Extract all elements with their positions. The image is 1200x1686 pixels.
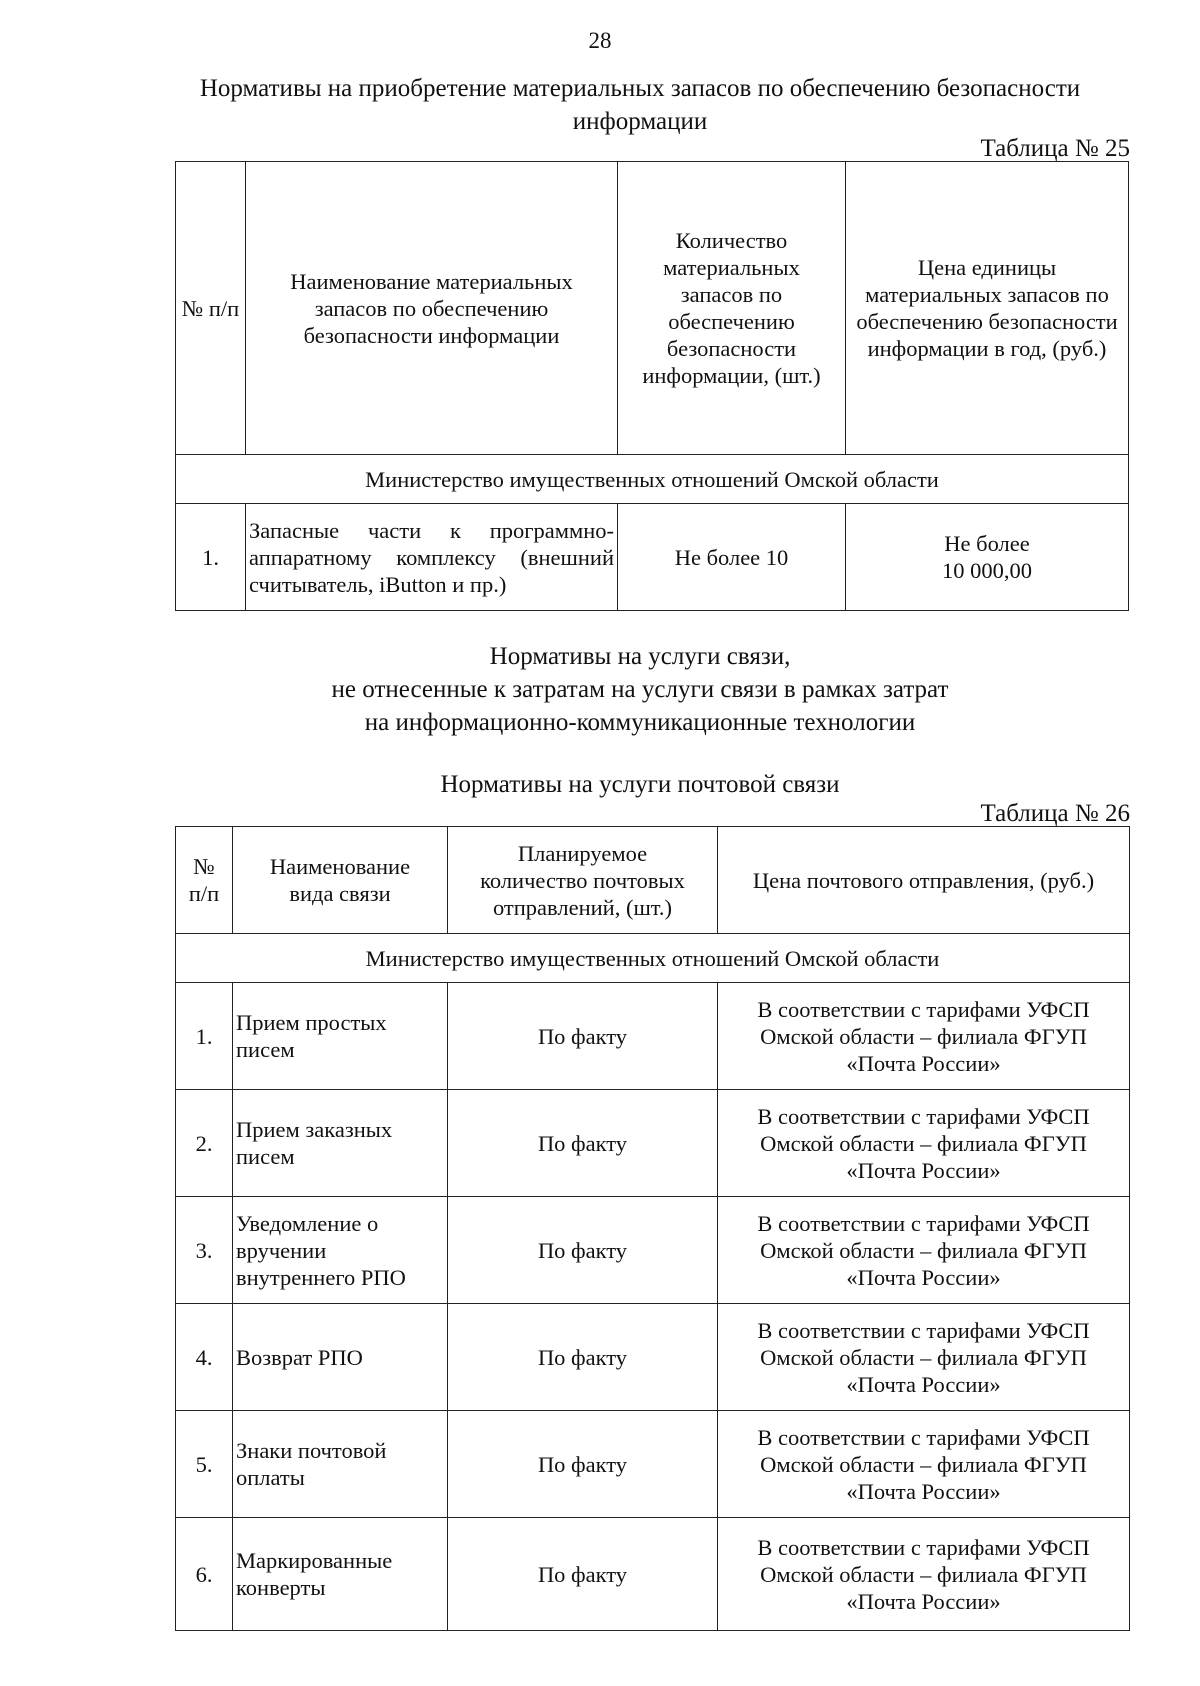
row-price-line2: Омской области – филиала ФГУП	[760, 1451, 1087, 1477]
header-num	[176, 827, 233, 934]
row-price-line3: «Почта России»	[846, 1478, 1001, 1504]
table-25	[175, 161, 1129, 611]
row-price-line1: В соответствии с тарифами УФСП	[757, 1317, 1090, 1343]
row-qty: По факту	[448, 983, 718, 1090]
section2-subtitle: Нормативы на услуги почтовой связи	[440, 771, 840, 798]
table-26-label: Таблица № 26	[980, 800, 1130, 827]
table-25-header-row	[176, 162, 1129, 455]
row-price-line2: Омской области – филиала ФГУП	[760, 1344, 1087, 1370]
row-qty: По факту	[448, 1411, 718, 1518]
row-num: 4.	[176, 1304, 233, 1411]
row-price-line1: Не более	[944, 531, 1030, 556]
row-type: Уведомление о вручении внутреннего РПО	[233, 1197, 448, 1304]
header-qty: Количество материальных запасов по обеспечению безопасности информации, (шт.)	[618, 162, 846, 455]
row-type: Знаки почтовой оплаты	[233, 1411, 448, 1518]
row-qty: Не более 10	[618, 504, 846, 611]
section1-title-line1: Нормативы на приобретение материальных запасов по обеспечению безопасности	[199, 75, 1081, 102]
header-num-line2: п/п	[188, 881, 220, 906]
row-num: 6.	[176, 1518, 233, 1631]
table-row	[176, 1197, 1130, 1304]
table-row	[176, 1090, 1130, 1197]
row-price-line1: В соответствии с тарифами УФСП	[757, 1424, 1090, 1450]
row-qty: По факту	[448, 1090, 718, 1197]
table-row	[176, 983, 1130, 1090]
group-row-label: Министерство имущественных отношений Омской области	[176, 455, 1129, 504]
row-price-line2: 10 000,00	[942, 558, 1032, 583]
row-type: Прием заказных писем	[233, 1090, 448, 1197]
row-qty: По факту	[448, 1518, 718, 1631]
row-price-line2: Омской области – филиала ФГУП	[760, 1023, 1087, 1049]
row-price	[718, 1197, 1130, 1304]
row-qty: По факту	[448, 1304, 718, 1411]
header-name: Наименование материальных запасов по обеспечению безопасности информации	[246, 162, 618, 455]
row-price-line3: «Почта России»	[846, 1588, 1001, 1614]
header-price: Цена почтового отправления, (руб.)	[718, 827, 1130, 934]
row-price	[718, 983, 1130, 1090]
header-num-line1: №	[193, 854, 215, 879]
page-number: 28	[588, 28, 612, 53]
table-26-header-row	[176, 827, 1130, 934]
row-price-line1: В соответствии с тарифами УФСП	[757, 1103, 1090, 1129]
row-num: 1.	[176, 504, 246, 611]
row-price-line2: Омской области – филиала ФГУП	[760, 1561, 1087, 1587]
row-price-line2: Омской области – филиала ФГУП	[760, 1130, 1087, 1156]
section2-title	[140, 640, 1140, 739]
row-price	[718, 1518, 1130, 1631]
row-price-line1: В соответствии с тарифами УФСП	[757, 1534, 1090, 1560]
row-price-line3: «Почта России»	[846, 1371, 1001, 1397]
header-price: Цена единицы материальных запасов по обеспечению безопасности информации в год, (руб.)	[846, 162, 1129, 455]
table-row	[176, 504, 1129, 611]
row-num: 3.	[176, 1197, 233, 1304]
row-price-line1: В соответствии с тарифами УФСП	[757, 996, 1090, 1022]
table-25-label: Таблица № 25	[980, 135, 1130, 162]
header-type: Наименование вида связи	[233, 827, 448, 934]
header-qty: Планируемое количество почтовых отправлений, (шт.)	[448, 827, 718, 934]
section1-title-line2: информации	[572, 108, 708, 135]
section2-title-line1: Нормативы на услуги связи,	[489, 643, 791, 670]
row-type: Маркированные конверты	[233, 1518, 448, 1631]
row-price-line1: В соответствии с тарифами УФСП	[757, 1210, 1090, 1236]
row-num: 5.	[176, 1411, 233, 1518]
row-name: Запасные части к программно-аппаратному комплексу (внешний считыватель, iButton и пр.)	[246, 504, 618, 611]
section2-title-line2: не отнесенные к затратам на услуги связи в рамках затрат	[331, 676, 949, 703]
row-price	[718, 1304, 1130, 1411]
table-26-group-row	[176, 934, 1130, 983]
table-row	[176, 1411, 1130, 1518]
row-price	[846, 504, 1129, 611]
header-num: № п/п	[176, 162, 246, 455]
section1-title	[140, 72, 1140, 138]
section2-title-line3: на информационно-коммуникационные технологии	[364, 709, 916, 736]
table-25-group-row	[176, 455, 1129, 504]
row-price-line3: «Почта России»	[846, 1157, 1001, 1183]
row-type: Возврат РПО	[233, 1304, 448, 1411]
row-price-line3: «Почта России»	[846, 1264, 1001, 1290]
row-price-line2: Омской области – филиала ФГУП	[760, 1237, 1087, 1263]
table-row	[176, 1304, 1130, 1411]
row-price-line3: «Почта России»	[846, 1050, 1001, 1076]
table-26	[175, 826, 1130, 1631]
row-qty: По факту	[448, 1197, 718, 1304]
row-type: Прием простых писем	[233, 983, 448, 1090]
row-price	[718, 1090, 1130, 1197]
row-price	[718, 1411, 1130, 1518]
row-num: 1.	[176, 983, 233, 1090]
table-row	[176, 1518, 1130, 1631]
group-row-label: Министерство имущественных отношений Омской области	[176, 934, 1130, 983]
row-num: 2.	[176, 1090, 233, 1197]
